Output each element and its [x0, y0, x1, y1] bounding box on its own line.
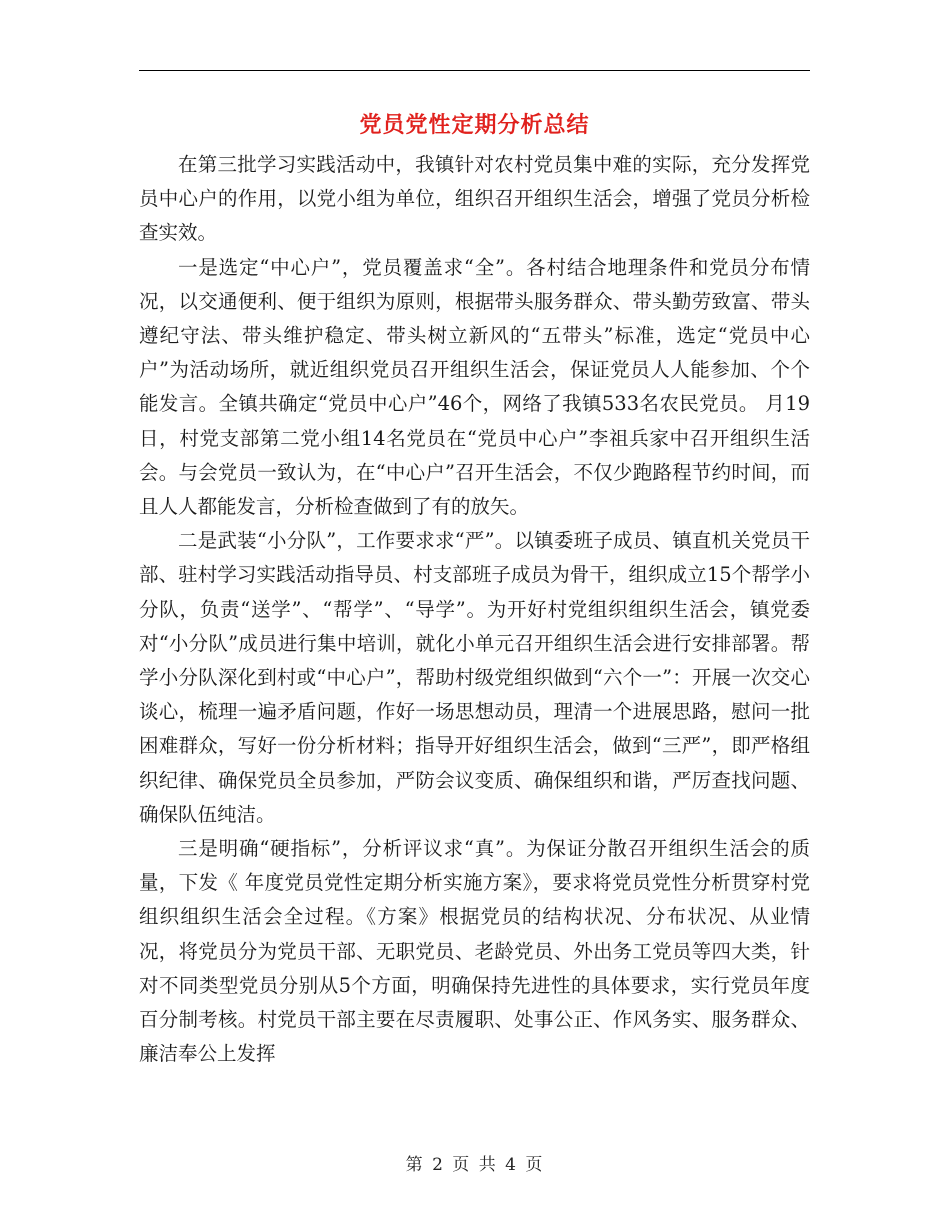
paragraph-point-three: 三是明确“硬指标”，分析评议求“真”。为保证分散召开组织生活会的质量，下发《 年度党员党性定期分析实施方案》，要求将党员党性分析贯穿村党组织组织生活会全过程。《方案》根据党员的结构状况、分布状况、从业情况，将党员分为党员干部、无职党员、老龄党员、外出务工党员等四大类，针对不同类型党员分别从5个方面，明确保持先进性的具体要求，实行党员年度百分制考核。村党员干部主要在尽责履职、处事公正、作风务实、服务群众、廉洁奉公上发挥	[139, 837, 810, 1066]
document-title: 党员党性定期分析总结	[359, 112, 590, 138]
header-rule	[139, 70, 810, 71]
paragraph-intro: 在第三批学习实践活动中，我镇针对农村党员集中难的实际，充分发挥党员中心户的作用，以党小组为单位，组织召开组织生活会，增强了党员分析检查实效。	[139, 153, 810, 245]
paragraph-point-one: 一是选定“中心户”，党员覆盖求“全”。各村结合地理条件和党员分布情况，以交通便利、便于组织为原则，根据带头服务群众、带头勤劳致富、带头遵纪守法、带头维护稳定、带头树立新风的“五带头”标准，选定“党员中心户”为活动场所，就近组织党员召开组织生活会，保证党员人人能参加、个个能发言。全镇共确定“党员中心户”46个，网络了我镇533名农民党员。 月19日，村党支部第二党小组14名党员在“党员中心户”李祖兵家中召开组织生活会。与会党员一致认为，在“中心户”召开生活会，不仅少跑路程节约时间，而且人人都能发言，分析检查做到了有的放矢。	[139, 255, 810, 519]
document-body	[139, 148, 810, 1071]
page-number-footer: 第 2 页 共 4 页	[405, 1155, 545, 1175]
paragraph-point-two: 二是武装“小分队”，工作要求求“严”。以镇委班子成员、镇直机关党员干部、驻村学习实践活动指导员、村支部班子成员为骨干，组织成立15个帮学小分队，负责“送学”、“帮学”、“导学”。为开好村党组织组织生活会，镇党委对“小分队”成员进行集中培训，就化小单元召开组织生活会进行安排部署。帮学小分队深化到村或“中心户”，帮助村级党组织做到“六个一”：开展一次交心谈心，梳理一遍矛盾问题，作好一场思想动员，理清一个进展思路，慰问一批困难群众，写好一份分析材料；指导开好组织生活会，做到“三严”，即严格组织纪律、确保党员全员参加，严防会议变质、确保组织和谐，严厉查找问题、确保队伍纯洁。	[139, 529, 810, 826]
